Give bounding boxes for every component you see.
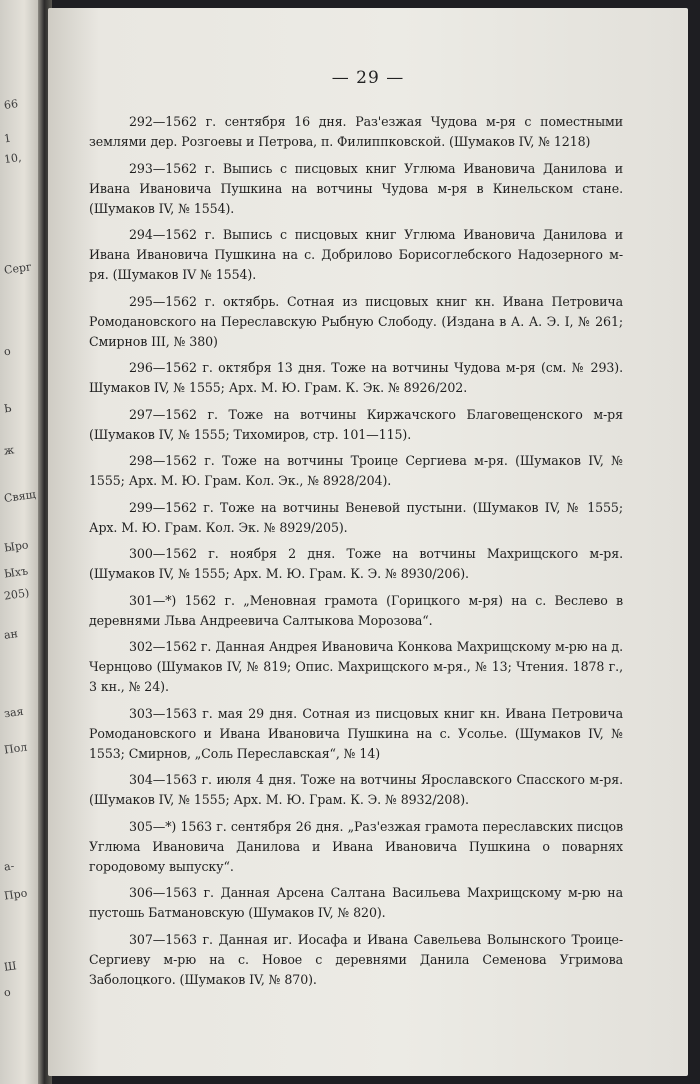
- list-item: 304—1563 г. июля 4 дня. Тоже на вотчины Ярославского Спасского м-ря. (Шумаков IV, № 1555; Арх. М. Ю. Грам. К. Э. № 8932/208).: [89, 772, 623, 807]
- left-page-fragment: Серг: [3, 260, 33, 277]
- left-page-fragment: 1: [3, 131, 12, 146]
- list-item: 295—1562 г. октябрь. Сотная из писцовых книг кн. Ивана Петровича Ромодановского на Переславскую Рыбную Слободу. (Издана в А. А. Э. I, № 261; Смирнов III, № 380): [89, 293, 623, 349]
- left-page-fragment: ж: [3, 443, 15, 458]
- left-page-fragment: Ш: [3, 959, 18, 974]
- left-page-fragment: Ыро: [3, 538, 30, 555]
- list-item: 298—1562 г. Тоже на вотчины Троице Сергиева м-ря. (Шумаков IV, № 1555; Арх. М. Ю. Грам. Кол. Эк., № 8928/204).: [89, 453, 623, 488]
- left-page-fragment: а-: [3, 859, 16, 874]
- list-item: 305—*) 1563 г. сентября 26 дня. „Раз'езжая грамота переславских писцов Углюма Ивановича Данилова и Ивана Ивановича Пушкина о поварнях городовому выпуску“.: [89, 818, 623, 874]
- left-page-fragment: 66: [3, 97, 19, 112]
- left-page-fragment: Пол: [3, 740, 28, 757]
- left-page-fragment: Про: [3, 886, 29, 903]
- left-page-fragment: о: [3, 344, 12, 359]
- left-page-fragment: Ыхъ: [3, 564, 29, 581]
- list-item: 307—1563 г. Данная иг. Иосафа и Ивана Савельева Волынского Троице-Сергиеву м-рю на с. Новое с деревнями Данила Семенова Угримова Заболоцкого. (Шумаков IV, № 870).: [89, 931, 623, 987]
- list-item: 297—1562 г. Тоже на вотчины Киржачского Благовещенского м-ря (Шумаков IV, № 1555; Тихомиров, стр. 101—115).: [89, 406, 623, 442]
- left-page-fragment: ан: [3, 627, 19, 642]
- left-page-fragment: Ь: [3, 401, 13, 416]
- left-page-fragment: зая: [3, 704, 25, 721]
- book-page: [48, 8, 688, 1076]
- left-page-fragment: 10,: [3, 150, 23, 167]
- left-page-fragment: о: [3, 985, 12, 1000]
- left-page-fragment: 205): [3, 586, 31, 603]
- list-item: 301—*) 1562 г. „Меновная грамота (Горицкого м-ря) на с. Веслево в деревнями Льва Андреевича Салтыкова Морозова“.: [89, 592, 623, 628]
- list-item: 292—1562 г. сентября 16 дня. Раз'езжая Чудова м-ря с поместными землями дер. Розгоевы и Петрова, п. Филиппковской. (Шумаков IV, № 1218): [89, 114, 623, 149]
- list-item: 296—1562 г. октября 13 дня. Тоже на вотчины Чудова м-ря (см. № 293). Шумаков IV, № 1555; Арх. М. Ю. Грам. К. Эк. № 8926/202.: [89, 360, 623, 395]
- list-item: 302—1562 г. Данная Андрея Ивановича Конкова Махрищскому м-рю на д. Чернцово (Шумаков IV, № 819; Опис. Махрищского м-ря., № 13; Чтения. 1878 г., 3 кн., № 24).: [89, 639, 623, 694]
- list-item: 303—1563 г. мая 29 дня. Сотная из писцовых книг кн. Ивана Петровича Ромодановского и Ивана Ивановича Пушкина на с. Усолье. (Шумаков IV, № 1553; Смирнов, „Соль Переславская“, № 14): [89, 705, 623, 761]
- list-item: 300—1562 г. ноября 2 дня. Тоже на вотчины Махрищского м-ря. (Шумаков IV, № 1555; Арх. М. Ю. Грам. К. Э. № 8930/206).: [89, 546, 623, 581]
- page-number: — 29 —: [331, 68, 405, 88]
- list-item: 294—1562 г. Выпись с писцовых книг Углюма Ивановича Данилова и Ивана Ивановича Пушкина на с. Добрилово Борисоглебского Надозерного м-ря. (Шумаков IV № 1554).: [89, 227, 623, 282]
- list-item: 293—1562 г. Выпись с писцовых книг Углюма Ивановича Данилова и Ивана Ивановича Пушкина на вотчины Чудова м-ря в Кинельском стане. (Шумаков IV, № 1554).: [89, 160, 623, 216]
- list-item: 299—1562 г. Тоже на вотчины Веневой пустыни. (Шумаков IV, № 1555; Арх. М. Ю. Грам. Кол. Эк. № 8929/205).: [89, 499, 623, 535]
- left-page-fragment: Свящ: [3, 487, 37, 506]
- list-item: 306—1563 г. Данная Арсена Салтана Васильева Махрищскому м-рю на пустошь Батмановскую (Шумаков IV, № 820).: [89, 885, 623, 920]
- entry-list: [89, 112, 623, 996]
